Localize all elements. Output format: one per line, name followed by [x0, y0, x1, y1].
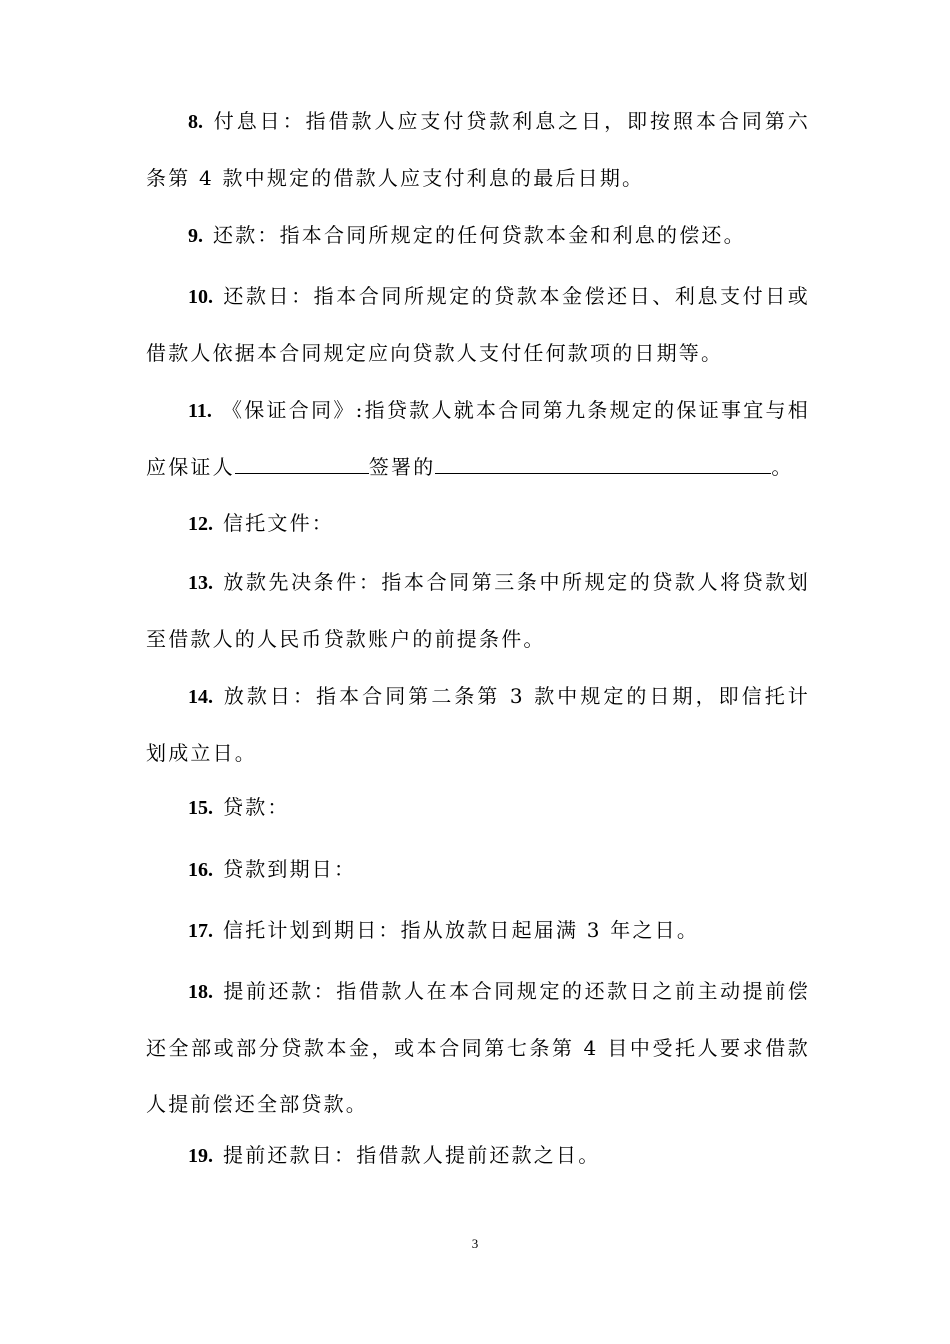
clause-8 — [146, 93, 810, 206]
clause-number: 13. — [188, 572, 213, 594]
clause-15 — [146, 779, 810, 836]
clause-9 — [146, 207, 810, 264]
clause-19 — [146, 1127, 810, 1184]
clause-text: 贷款到期日： — [223, 857, 357, 881]
clause-text: 付息日：指借款人应支付贷款利息之日，即按照本合同第六条第 4 款中规定的借款人应支付利息的最后日期。 — [146, 109, 810, 190]
clause-text: 签署的 — [368, 455, 436, 479]
clause-13 — [146, 554, 810, 667]
clause-18 — [146, 963, 810, 1132]
clause-text: 还款日：指本合同所规定的贷款本金偿还日、利息支付日或借款人依据本合同规定应向贷款人支付任何款项的日期等。 — [146, 284, 810, 365]
clause-number: 12. — [188, 513, 213, 535]
clause-number: 8. — [188, 111, 203, 133]
clause-text: 。 — [771, 455, 794, 479]
clause-text: 《保证合同》:指贷款人就本合同第九条规定的保证事宜与相应保证人 — [146, 398, 810, 479]
clause-number: 14. — [188, 686, 213, 708]
clause-number: 18. — [188, 981, 213, 1003]
clause-10 — [146, 268, 810, 381]
clause-text: 提前还款：指借款人在本合同规定的还款日之前主动提前偿还全部或部分贷款本金，或本合同第七条第 4 目中受托人要求借款人提前偿还全部贷款。 — [146, 979, 810, 1116]
blank-line-guarantor — [235, 455, 369, 474]
clause-number: 10. — [188, 286, 213, 308]
clause-number: 17. — [188, 920, 213, 942]
clause-14 — [146, 668, 810, 781]
page-number: 3 — [471, 1236, 479, 1251]
clause-16 — [146, 841, 810, 898]
clause-number: 16. — [188, 859, 213, 881]
clause-12 — [146, 495, 810, 552]
blank-line-contract — [435, 455, 771, 474]
clause-text: 还款：指本合同所规定的任何贷款本金和利息的偿还。 — [213, 223, 746, 247]
clause-17 — [146, 902, 810, 959]
clause-11 — [146, 382, 810, 495]
clause-text: 放款日：指本合同第二条第 3 款中规定的日期，即信托计划成立日。 — [146, 684, 810, 765]
clause-text: 提前还款日：指借款人提前还款之日。 — [223, 1143, 601, 1167]
clause-number: 11. — [188, 400, 212, 422]
clause-text: 信托计划到期日：指从放款日起届满 3 年之日。 — [223, 918, 700, 942]
clause-number: 19. — [188, 1145, 213, 1167]
clause-text: 放款先决条件：指本合同第三条中所规定的贷款人将贷款划至借款人的人民币贷款账户的前提条件。 — [146, 570, 810, 651]
clause-number: 15. — [188, 797, 213, 819]
clause-number: 9. — [188, 225, 203, 247]
clause-text: 贷款： — [223, 795, 290, 819]
clause-text: 信托文件： — [223, 511, 334, 535]
